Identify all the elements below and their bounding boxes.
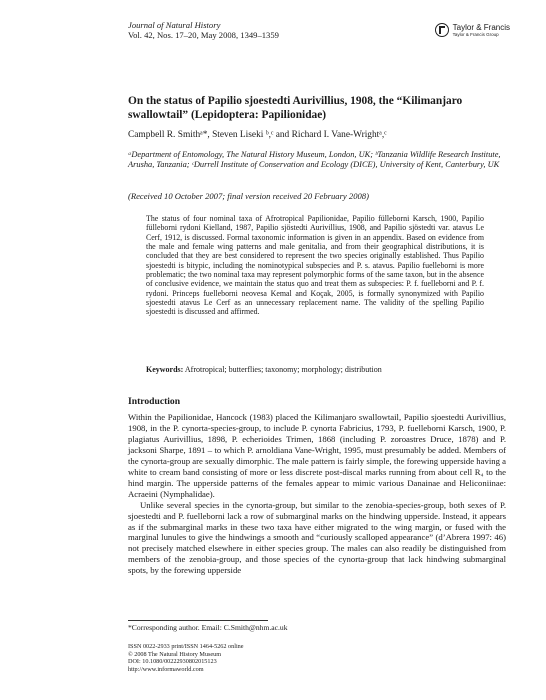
journal-header [128,20,510,54]
keywords [146,365,506,375]
publisher-group: Taylor & Francis Group [452,32,499,37]
section-body [128,412,506,576]
footnote-divider [128,620,268,621]
abstract: The status of four nominal taxa of Afrotropical Papilionidae, Papilio fülleborni Karsch, 1900, Papilio fülleborni rydoni Kielland, 1987, Papilio sjöstedti Aurivillius, 1908, and Papilio sjöstedti var. atavus Le Cerf, 1912, is discussed. Formal taxonomic information is given in an appendix. Based on evidence from the male and female wing patterns and male genitalia, and from their geographical distributions, it is concluded that they are best considered to represent the two species originally established. Thus Papilio sjoestedti is bitypic, including the nominotypical subspecies and P. s. atavus. Papilio fuelleborni is more problematic; the two nominal taxa may represent polymorphic forms of the same taxon, but in the absence of conclusive evidence, we maintain the status quo and treat them as subspecies: P. f. fuelleborni and P. f. rydoni. Princeps fuelleborni neovesa Kemal and Koçak, 2005, is formally synonymized with Papilio sjoestedti atavus Le Cerf as an unnecessary replacement name. The validity of the spelling Papilio sjoestedti is discussed and affirmed. [146,214,484,317]
journal-volume: Vol. 42, Nos. 17–20, May 2008, 1349–1359 [128,30,279,40]
keywords-list: Afrotropical; butterflies; taxonomy; morphology; distribution [184,365,382,374]
keywords-label: Keywords: [146,365,184,374]
issn: ISSN 0022-2933 print/ISSN 1464-5262 online [128,643,244,650]
publisher-icon [435,23,449,37]
website: http://www.informaworld.com [128,665,204,673]
journal-name: Journal of Natural History [128,20,221,30]
article-title: On the status of Papilio sjoestedti Aurivillius, 1908, the “Kilimanjaro swallowtail” (Lepidoptera: Papilionidae) [128,95,463,121]
copyright: © 2008 The Natural History Museum [128,650,222,658]
publication-meta [128,643,244,673]
author-affiliations: ᵃDepartment of Entomology, The Natural History Museum, London, UK; ᵇTanzania Wildlife Research Institute, Arusha, Tanzania; ᶜDurrell Institute of Conservation and Ecology (DICE), University of Kent, Canterbury, UK [128,150,501,170]
paragraph: Unlike several species in the cynorta-group, but similar to the zenobia-species-group, both sexes of P. sjoestedti and P. fuelleborni lack a row of submarginal marks on the hindwing upperside. Instead, it appears as if the submarginal marks in these two taxa have either migrated to the wing margin, or fused with the marginal lunules to give the hindwings a smooth and “curiously scalloped appearance” (d’Abrera 1997: 46) not precisely matched elsewhere in either species group. The males can also readily be distinguished from members of the zenobia-group, and those species of the cynorta-group that lack hindwing submarginal spots, by the forewing upperside [128,499,506,576]
received-dates: (Received 10 October 2007; final version received 20 February 2008) [128,191,369,201]
corresponding-author-footnote: *Corresponding author. Email: C.Smith@nhm.ac.uk [128,623,288,632]
article-authors: Campbell R. Smithᵃ*, Steven Liseki ᵇ,ᶜ and Richard I. Vane-Wrightᵃ,ᶜ [128,130,387,140]
publisher-name: Taylor & Francis [452,23,510,32]
doi: DOI: 10.1080/00222930802015123 [128,658,217,666]
paragraph: Within the Papilionidae, Hancock (1983) placed the Kilimanjaro swallowtail, Papilio sjoestedti Aurivillius, 1908, in the P. cynorta-species-group, to include P. cynorta Fabricius, 1793, P. fuelleborni Karsch, 1900, P. plagiatus Aurivillius, 1898, P. echerioides Trimen, 1868 (including P. zoroastres Druce, 1878) and P. jacksoni Sharpe, 1891 – to which P. arnoldiana Vane-Wright, 1995, must presumably be added. Members of the cynorta-group are sexually dimorphic. The male pattern is fairly simple, the forewing upperside having a white to cream band consisting of more or less discrete post-discal marks running from about cell R₄ to the hind margin. The upperside patterns of the females appear to mimic various Danainae and Heliconiinae: Acraeini (Nymphalidae). [128,412,506,499]
publisher-logo [435,23,510,37]
section-heading: Introduction [128,396,181,407]
